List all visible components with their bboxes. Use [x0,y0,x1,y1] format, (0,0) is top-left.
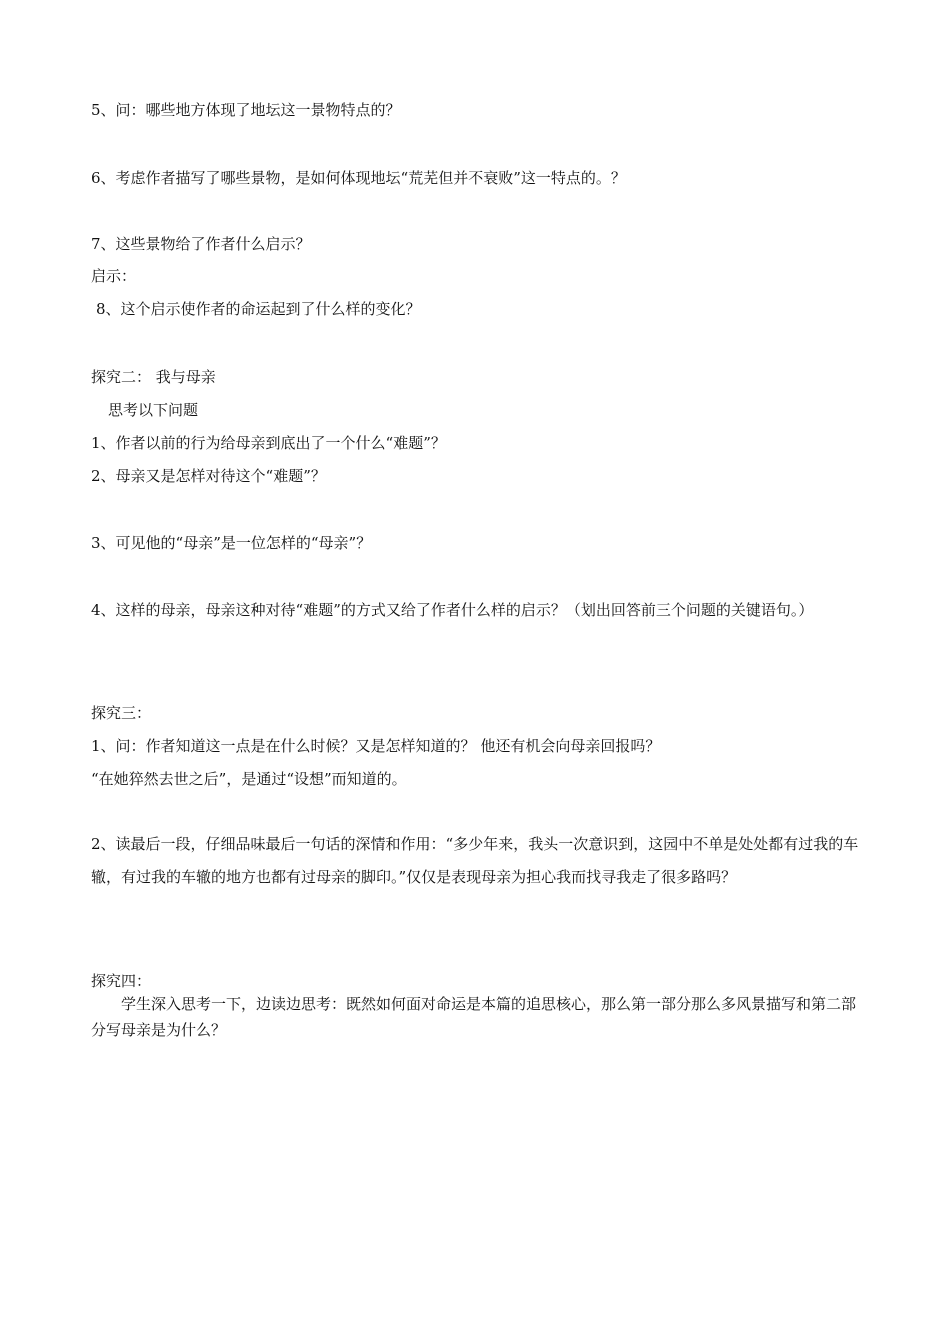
question-7: 7、这些景物给了作者什么启示？ [91,235,311,253]
section-3-question-1: 1、问：作者知道这一点是在什么时候？又是怎样知道的？ 他还有机会向母亲回报吗？ [91,737,661,755]
section-4-body: 学生深入思考一下，边读边思考：既然如何面对命运是本篇的追思核心，那么第一部分那么多风景描写和第二部分写母亲是为什么？ [91,995,857,1039]
question-6: 6、考虑作者描写了哪些景物，是如何体现地坛“荒芜但并不衰败”这一特点的。？ [91,169,626,187]
section-2-question-1: 1、作者以前的行为给母亲到底出了一个什么“难题”？ [91,434,446,452]
section-2-question-2: 2、母亲又是怎样对待这个“难题”？ [91,467,326,485]
section-2-question-3: 3、可见他的“母亲”是一位怎样的“母亲”？ [91,534,372,552]
section-3-title: 探究三： [91,704,152,722]
section-3-question-2: 2、读最后一段，仔细品味最后一句话的深情和作用：“多少年来，我头一次意识到，这园中不单是处处都有过我的车辙，有过我的车辙的地方也都有过母亲的脚印。”仅仅是表现母亲为担心我而找寻我走了很多路吗？ [91,835,859,886]
section-2-subtitle: 思考以下问题 [108,401,199,419]
section-4-title: 探究四： [91,972,152,990]
section-2-question-4: 4、这样的母亲，母亲这种对待“难题”的方式又给了作者什么样的启示？（划出回答前三个问题的关键语句。） [91,601,814,619]
question-8: 8、这个启示使作者的命运起到了什么样的变化？ [96,300,421,318]
question-5: 5、问：哪些地方体现了地坛这一景物特点的？ [91,101,401,119]
section-3-answer-1: “在她猝然去世之后”，是通过“设想”而知道的。 [91,770,407,788]
hint-label: 启示： [91,267,137,285]
section-2-title: 探究二： 我与母亲 [91,368,216,386]
